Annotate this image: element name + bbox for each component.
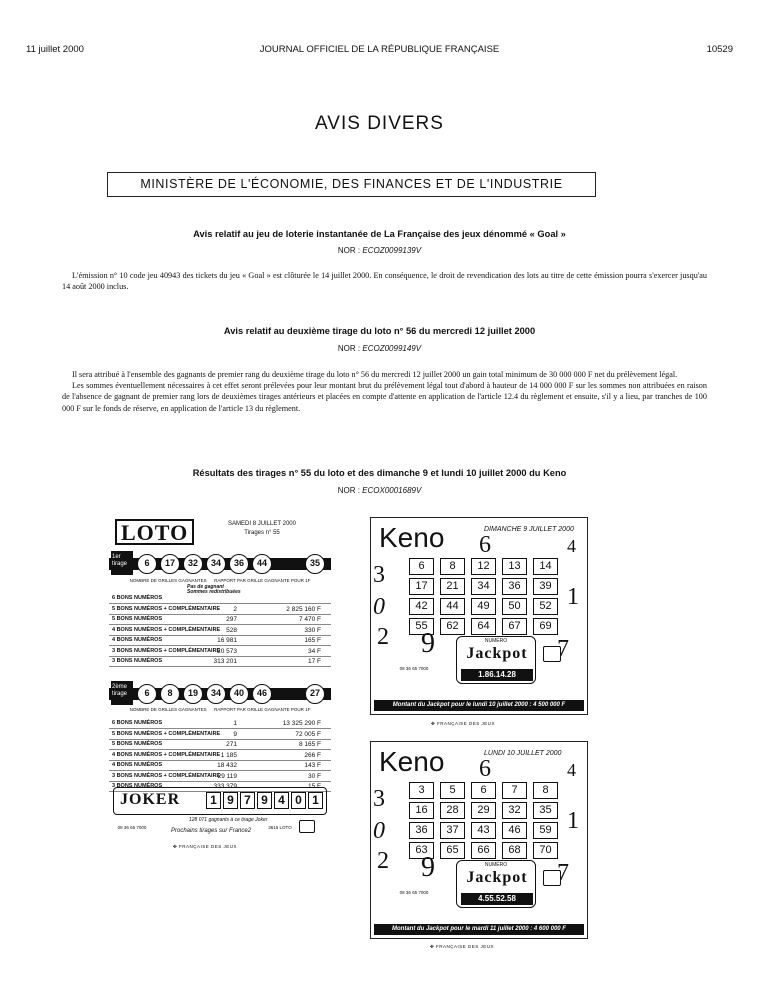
keno-number: 62 <box>440 618 465 635</box>
joker-digit: 1 <box>206 792 221 809</box>
ministry-box: MINISTÈRE DE L'ÉCONOMIE, DES FINANCES ET DE L'INDUSTRIE <box>107 172 596 197</box>
avis1-nor: NOR : ECOZ0099139V <box>337 246 422 255</box>
keno-number: 8 <box>533 782 558 799</box>
table-row <box>109 730 331 740</box>
loto-ball: 6 <box>137 554 157 574</box>
row-count: 1 <box>233 720 237 727</box>
loto-col-headers-1: NOMBRE DE GRILLES GAGNANTES RAPPORT PAR GRILLE GAGNANTE POUR 1F <box>129 578 311 583</box>
keno1-fdj: ✤ FRANÇAISE DES JEUX <box>431 721 496 726</box>
row-rank: 4 BONS NUMÉROS + COMPLÉMENTAIRE <box>112 751 221 758</box>
keno-number: 29 <box>471 802 496 819</box>
joker-digit: 1 <box>308 792 323 809</box>
keno2-minitel-icon <box>543 870 561 886</box>
avis2-nor: NOR : ECOZ0099149V <box>337 344 422 353</box>
row-count: 528 <box>226 626 237 634</box>
keno1-phone: 08 36 65 7000 <box>399 666 429 671</box>
keno1-date: DIMANCHE 9 JUILLET 2000 <box>484 526 574 533</box>
loto-ball: 34 <box>206 684 226 704</box>
loto-ball: 19 <box>183 684 203 704</box>
keno1-jackpot: NUMÉRO Jackpot 1.86.14.28 <box>456 636 536 684</box>
keno1-deco-0: 0 <box>373 594 385 620</box>
row-rank: 4 BONS NUMÉROS + COMPLÉMENTAIRE <box>112 626 221 633</box>
row-rank: 4 BONS NUMÉROS <box>112 762 163 768</box>
keno2-jackpot-value: 4.55.52.58 <box>461 893 533 905</box>
row-count: 297 <box>226 616 237 623</box>
row-count: 16 981 <box>217 637 237 644</box>
row-rank: 5 BONS NUMÉROS <box>112 741 163 747</box>
table-row <box>109 594 331 604</box>
row-rank: 4 BONS NUMÉROS <box>112 637 163 643</box>
row-rank: 3 BONS NUMÉROS <box>112 783 163 789</box>
keno1-footer: Montant du Jackpot pour le lundi 10 juillet 2000 : 4 500 000 F <box>374 700 584 711</box>
keno1-deco-1: 1 <box>567 584 579 610</box>
row-count: 1 185 <box>220 751 237 759</box>
keno-number: 70 <box>533 842 558 859</box>
row-gain: 266 F <box>304 751 321 759</box>
row-gain: 7 470 F <box>298 616 321 623</box>
table-row <box>109 751 331 761</box>
keno-number: 12 <box>471 558 496 575</box>
keno2-date: LUNDI 10 JUILLET 2000 <box>484 750 562 757</box>
keno-number: 68 <box>502 842 527 859</box>
row-gain: 17 F <box>307 658 321 665</box>
loto-ball: 34 <box>206 554 226 574</box>
row-gain: 2 825 160 F <box>286 605 321 613</box>
joker-box <box>113 787 327 815</box>
avis1-text: L'émission n° 10 code jeu 40943 des tickets du jeu « Goal » est clôturée le 14 juillet 2000. En conséquence, le droit de revendication des lots au titre de cette émission pourra s'exercer jusqu'au 14 août 2000 inclus. <box>62 271 707 292</box>
keno-number: 69 <box>533 618 558 635</box>
joker-digit: 7 <box>240 792 255 809</box>
row-rank: 3 BONS NUMÉROS + COMPLÉMENTAIRE <box>112 772 221 779</box>
keno-number: 37 <box>440 822 465 839</box>
keno2-deco-9: 9 <box>421 852 435 883</box>
keno2-panel <box>370 741 588 939</box>
joker-digit: 9 <box>223 792 238 809</box>
avis1-title: Avis relatif au jeu de loterie instantanée de La Française des jeux dénommé « Goal » <box>193 229 566 239</box>
loto-ball: 6 <box>137 684 157 704</box>
row-count: 18 432 <box>217 762 237 769</box>
keno-number: 32 <box>502 802 527 819</box>
row-rank: 3 BONS NUMÉROS <box>112 658 163 664</box>
keno2-deco-6: 6 <box>479 756 491 782</box>
joker-digit: 9 <box>257 792 272 809</box>
row-rank: 5 BONS NUMÉROS + COMPLÉMENTAIRE <box>112 730 221 737</box>
section-title: AVIS DIVERS <box>315 113 444 134</box>
row-gain: 143 F <box>304 762 321 769</box>
keno-number: 59 <box>533 822 558 839</box>
row-rank: 3 BONS NUMÉROS + COMPLÉMENTAIRE <box>112 647 221 654</box>
minitel-icon <box>299 820 315 833</box>
keno-number: 8 <box>440 558 465 575</box>
row-count: 20 573 <box>217 647 237 655</box>
tirage1-label: 1er tirage <box>111 551 133 575</box>
row-count: 29 119 <box>217 772 237 780</box>
keno2-footer: Montant du Jackpot pour le mardi 11 juillet 2000 : 4 600 000 F <box>374 924 584 935</box>
loto-ball: 36 <box>229 554 249 574</box>
keno2-fdj: ✤ FRANÇAISE DES JEUX <box>430 944 495 949</box>
header-date: 11 juillet 2000 <box>26 44 84 55</box>
loto-date: SAMEDI 8 JUILLET 2000 <box>228 521 296 527</box>
loto-phone: 08 36 65 7000 <box>117 825 147 830</box>
keno1-jackpot-value: 1.86.14.28 <box>461 669 533 681</box>
keno-number: 50 <box>502 598 527 615</box>
complementary-ball: 35 <box>305 554 325 574</box>
avis2-text: Il sera attribué à l'ensemble des gagnants de premier rang du deuxième tirage du loto n° 56 du mercredi 12 juillet 2000 un gain total minimum de 30 000 000 F net du prélèvement légal. Les sommes éventuellement nécessaires à cet effet seront prélevées pour leur montant brut du prélèvement légal tout d'abord à hauteur de 14 000 000 F sur les sommes non attribuées en raison de l'absence de gagnant de premier rang lors de deuxièmes tirages antérieurs et placées en compte d'attente en application de l'article 12.4 du règlement et ensuite, s'il y a lieu, par tranches de 100 000 F sur le fonds de réserve, en application de l'article 13 du règlement. <box>62 370 707 413</box>
keno-number: 6 <box>409 558 434 575</box>
avis3-title: Résultats des tirages n° 55 du loto et des dimanche 9 et lundi 10 juillet 2000 du Keno <box>192 468 567 478</box>
journal-title: JOURNAL OFFICIEL DE LA RÉPUBLIQUE FRANÇAISE <box>259 44 500 55</box>
row-gain: 15 F <box>307 783 321 790</box>
loto-ball: 32 <box>183 554 203 574</box>
keno-number: 34 <box>471 578 496 595</box>
row-gain: 13 325 290 F <box>282 720 321 727</box>
table-row <box>109 772 331 782</box>
keno-number: 52 <box>533 598 558 615</box>
row-count: 313 201 <box>213 658 237 665</box>
table-row <box>109 615 331 625</box>
loto-ball: 17 <box>160 554 180 574</box>
row-gain: 330 F <box>304 626 321 634</box>
row-count: 333 379 <box>213 783 237 790</box>
loto-tirage: Tirages n° 55 <box>244 530 280 536</box>
keno2-deco-3: 3 <box>373 786 385 812</box>
loto-results <box>109 517 331 859</box>
loto-fdj: ✤ FRANÇAISE DES JEUX <box>173 844 238 849</box>
keno2-deco-7: 7 <box>557 860 569 886</box>
table-row <box>109 719 331 729</box>
tirage2-label: 2ème tirage <box>111 681 133 705</box>
loto-ball: 40 <box>229 684 249 704</box>
joker-digit: 4 <box>274 792 289 809</box>
keno2-deco-2: 2 <box>377 848 389 874</box>
loto-ball: 44 <box>252 554 272 574</box>
keno-number: 21 <box>440 578 465 595</box>
row-rank: 6 BONS NUMÉROS <box>112 720 163 726</box>
row-gain: 72 005 F <box>295 730 321 738</box>
loto-col-headers-2: NOMBRE DE GRILLES GAGNANTES RAPPORT PAR GRILLE GAGNANTE POUR 1F <box>129 707 311 712</box>
complementary-ball: 27 <box>305 684 325 704</box>
row-gain: 8 165 F <box>298 741 321 748</box>
keno-number: 28 <box>440 802 465 819</box>
keno-number: 5 <box>440 782 465 799</box>
keno-number: 14 <box>533 558 558 575</box>
keno-number: 63 <box>409 842 434 859</box>
row-rank: 5 BONS NUMÉROS + COMPLÉMENTAIRE <box>112 605 221 612</box>
keno-number: 67 <box>502 618 527 635</box>
keno1-deco-3: 3 <box>373 562 385 588</box>
row-count: 2 <box>233 605 237 613</box>
keno2-jackpot: NUMÉRO Jackpot 4.55.52.58 <box>456 860 536 908</box>
keno-number: 43 <box>471 822 496 839</box>
keno1-deco-9: 9 <box>421 628 435 659</box>
row-rank: 6 BONS NUMÉROS <box>112 595 163 601</box>
keno-number: 7 <box>502 782 527 799</box>
table-row <box>109 761 331 771</box>
keno2-deco-0: 0 <box>373 818 385 844</box>
loto-ball: 46 <box>252 684 272 704</box>
table-row <box>109 636 331 646</box>
row-gain: 34 F <box>307 647 321 655</box>
keno-number: 65 <box>440 842 465 859</box>
table-row <box>109 740 331 750</box>
keno-number: 39 <box>533 578 558 595</box>
no-winner-note: Pas de gagnant Sommes redistribuées <box>187 584 241 595</box>
keno1-minitel-icon <box>543 646 561 662</box>
joker-digit: 0 <box>291 792 306 809</box>
keno-number: 42 <box>409 598 434 615</box>
loto-minitel: 3615 LOTO <box>268 825 292 830</box>
keno1-deco-4: 4 <box>567 536 576 556</box>
keno1-logo: Keno <box>379 522 445 553</box>
row-count: 9 <box>233 730 237 738</box>
keno-number: 35 <box>533 802 558 819</box>
next-draws: Prochains tirages sur France2 <box>171 828 252 834</box>
keno-number: 66 <box>471 842 496 859</box>
keno2-phone: 08 36 65 7000 <box>399 890 429 895</box>
keno1-panel <box>370 517 588 726</box>
table-row <box>109 647 331 657</box>
loto-ball: 8 <box>160 684 180 704</box>
keno2-deco-4: 4 <box>567 760 576 780</box>
joker-note: 128 071 gagnants à ce tirage Joker <box>189 817 268 823</box>
row-gain: 30 F <box>307 772 321 780</box>
keno-number: 36 <box>502 578 527 595</box>
joker-logo: JOKER <box>120 791 181 808</box>
keno2-deco-1: 1 <box>567 808 579 834</box>
keno1-deco-2: 2 <box>377 624 389 650</box>
keno2-logo: Keno <box>379 746 445 777</box>
table-row <box>109 605 331 615</box>
keno-number: 36 <box>409 822 434 839</box>
keno-number: 44 <box>440 598 465 615</box>
keno-number: 64 <box>471 618 496 635</box>
keno-number: 3 <box>409 782 434 799</box>
keno-number: 6 <box>471 782 496 799</box>
loto-logo: LOTO <box>115 519 194 545</box>
keno-number: 13 <box>502 558 527 575</box>
table-row <box>109 657 331 667</box>
row-count: 271 <box>226 741 237 748</box>
row-gain: 165 F <box>304 637 321 644</box>
keno1-deco-6: 6 <box>479 532 491 558</box>
keno-number: 49 <box>471 598 496 615</box>
avis3-nor: NOR : ECOX0001689V <box>337 486 422 495</box>
table-row <box>109 626 331 636</box>
keno-number: 16 <box>409 802 434 819</box>
keno-number: 46 <box>502 822 527 839</box>
keno-number: 17 <box>409 578 434 595</box>
keno1-deco-7: 7 <box>557 636 569 662</box>
page-number: 10529 <box>706 44 733 55</box>
avis2-title: Avis relatif au deuxième tirage du loto n° 56 du mercredi 12 juillet 2000 <box>223 326 536 336</box>
row-rank: 5 BONS NUMÉROS <box>112 616 163 622</box>
keno-number: 55 <box>409 618 434 635</box>
